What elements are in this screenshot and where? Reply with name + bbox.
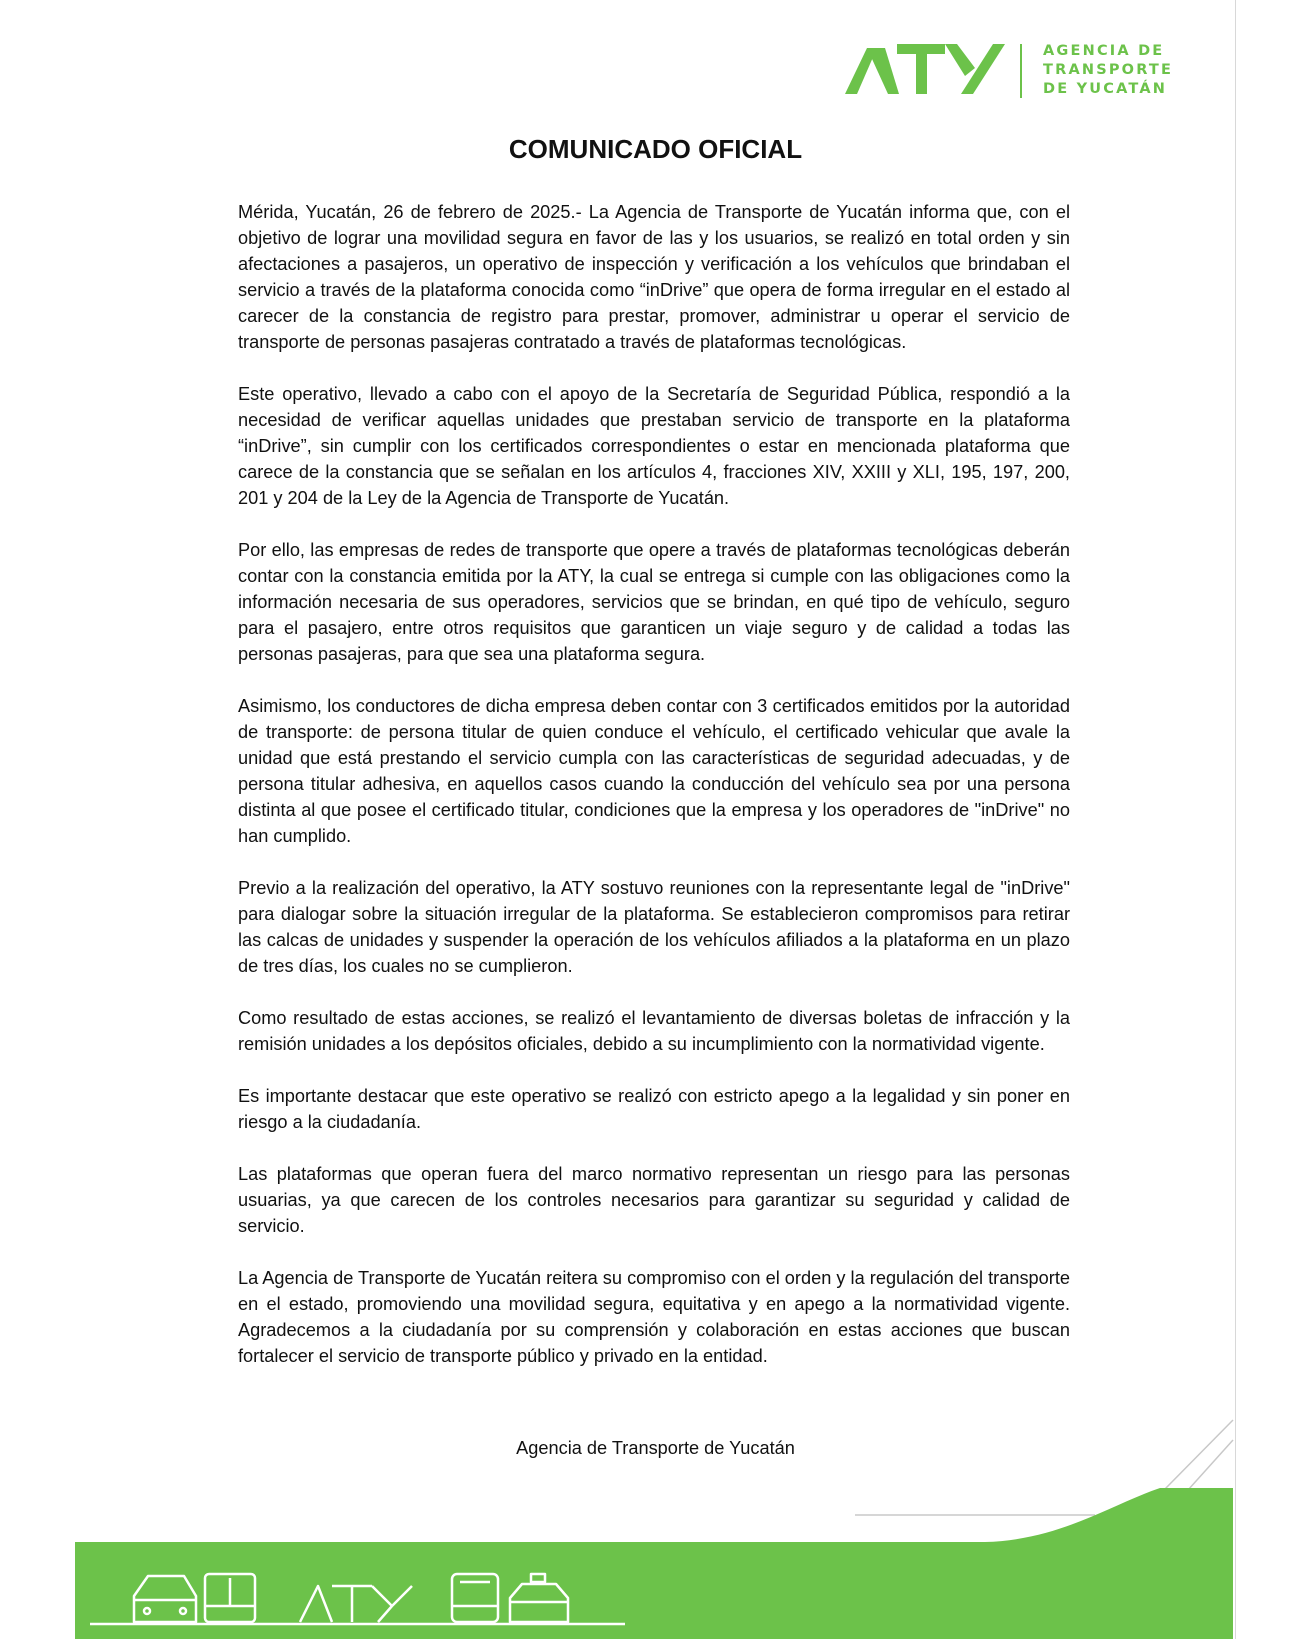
paragraph: Asimismo, los conductores de dicha empresa deben contar con 3 certificados emitidos por la autoridad de transporte: de persona titular de quien conduce el vehículo, el certificado vehicular que avale la unidad que está prestando el servicio cumpla con las características de seguridad adecuadas, y de persona titular adhesiva, en aquellos casos cuando la conducción del vehículo sea por una persona distinta al que posee el certificado titular, condiciones que la empresa y los operadores de "inDrive" no han cumplido. <box>238 696 1070 846</box>
agency-name-line: DE YUCATÁN <box>1043 81 1168 97</box>
agency-name <box>1043 42 1173 99</box>
paragraph: Por ello, las empresas de redes de transporte que opere a través de plataformas tecnológicas deberán contar con la constancia emitida por la ATY, la cual se entrega si cumple con las obligaciones como la información necesaria de sus operadores, servicios que se brindan, en qué tipo de vehículo, seguro para el pasajero, entre otros requisitos que garanticen un viaje seguro y de calidad a todas las personas pasajeras, para que sea una plataforma segura. <box>238 540 1070 664</box>
paragraph: Este operativo, llevado a cabo con el apoyo de la Secretaría de Seguridad Pública, respondió a la necesidad de verificar aquellas unidades que prestaban servicio de transporte en la plataforma “inDrive”, sin cumplir con los certificados correspondientes o estar en mencionada plataforma que carece de la constancia que se señalan en los artículos 4, fracciones XIV, XXIII y XLI, 195, 197, 200, 201 y 204 de la Ley de la Agencia de Transporte de Yucatán. <box>238 384 1070 508</box>
paragraph: Como resultado de estas acciones, se realizó el levantamiento de diversas boletas de infracción y la remisión unidades a los depósitos oficiales, debido a su incumplimiento con la normatividad vigente. <box>238 1008 1070 1054</box>
document-body <box>238 199 1070 1395</box>
logo-divider <box>1020 44 1022 98</box>
paragraph: Previo a la realización del operativo, la ATY sostuvo reuniones con la representante legal de "inDrive" para dialogar sobre la situación irregular de la plataforma. Se establecieron compromisos para retirar las calcas de unidades y suspender la operación de los vehículos afiliados a la plataforma en un plazo de tres días, los cuales no se cumplieron. <box>238 878 1070 976</box>
paragraph: Las plataformas que operan fuera del marco normativo representan un riesgo para las personas usuarias, ya que carecen de los controles necesarios para garantizar su seguridad y calidad de servicio. <box>238 1164 1070 1236</box>
paragraph: Es importante destacar que este operativo se realizó con estricto apego a la legalidad y sin poner en riesgo a la ciudadanía. <box>238 1086 1070 1132</box>
paragraph: Mérida, Yucatán, 26 de febrero de 2025.- La Agencia de Transporte de Yucatán informa que, con el objetivo de lograr una movilidad segura en favor de las y los usuarios, se realizó en total orden y sin afectaciones a pasajeros, un operativo de inspección y verificación a los vehículos que brindaban el servicio a través de la plataforma conocida como “inDrive” que opera de forma irregular en el estado al carecer de la constancia de registro para prestar, promover, administrar u operar el servicio de transporte de personas pasajeras contratado a través de plataformas tecnológicas. <box>238 202 1070 352</box>
aty-logo <box>845 40 1185 100</box>
paragraph: La Agencia de Transporte de Yucatán reitera su compromiso con el orden y la regulación del transporte en el estado, promoviendo una movilidad segura, equitativa y en apego a la normatividad vigente. Agradecemos a la ciudadanía por su comprensión y colaboración en estas acciones que buscan fortalecer el servicio de transporte público y privado en la entidad. <box>238 1268 1070 1366</box>
agency-name-line: TRANSPORTE <box>1043 62 1174 78</box>
aty-logo-mark-icon <box>845 40 1005 100</box>
document-title: COMUNICADO OFICIAL <box>508 134 803 164</box>
agency-name-line: AGENCIA DE <box>1043 43 1165 59</box>
signature: Agencia de Transporte de Yucatán <box>516 1438 795 1458</box>
